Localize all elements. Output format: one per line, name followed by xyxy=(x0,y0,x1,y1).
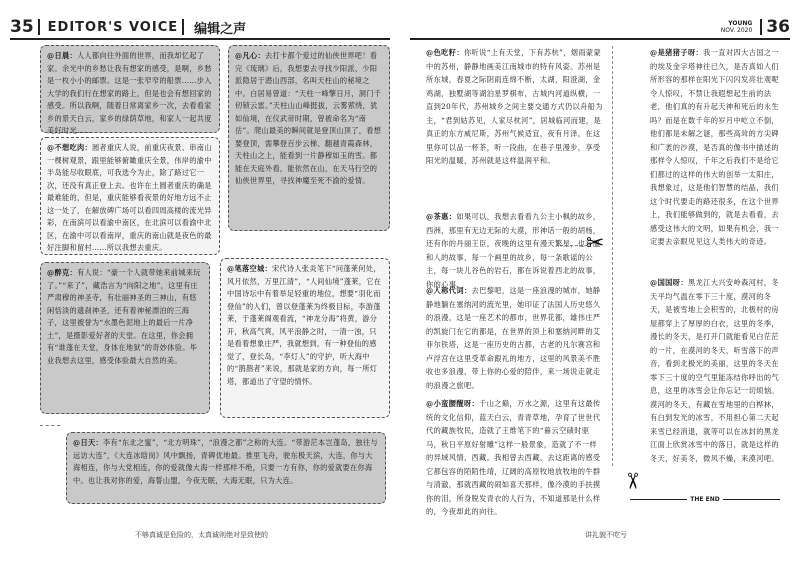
issue-date: NOV. 2020 xyxy=(720,27,753,34)
comment-author: @凡心： xyxy=(235,51,265,60)
scissors-icon: ✂ xyxy=(619,471,645,491)
column-subtitle: 编辑之声 xyxy=(194,21,247,37)
comment-box xyxy=(40,45,220,133)
comment-box xyxy=(66,432,386,504)
comment-paragraph xyxy=(650,46,780,276)
comment-text: 圆者重庆人说，前重庆夜景、串南山一棵树观景，跟里能够俯瞰重庆全景，伟岸的渝中半岛能尽收眼底，可我选今为止，除了路过它一次，还没有真正登上去。也许在土圆者重庆的确是最难能的，但是，重庆能够看夜景的好地方远不止这一处了，在解放碑广场可以看四周高楼的流光异彩，在南滨可以看渝中南区，在北滨可以看渝中北区，在渝中可以看南岸，重庆的南山就是夜色的最好注脚和留村……所以我想去重庆。 xyxy=(47,143,212,252)
column-divider xyxy=(612,46,613,466)
decorative-dotted-line xyxy=(40,425,60,426)
end-label: THE END xyxy=(690,495,720,503)
comment-box xyxy=(40,262,210,414)
right-page-number: 36 xyxy=(766,17,790,37)
scissors-icon: ✂ xyxy=(586,231,605,256)
comment-paragraph xyxy=(426,210,604,289)
magazine-name: YOUNG xyxy=(728,20,753,27)
comment-box xyxy=(228,45,390,231)
comment-author: @茶惠： xyxy=(426,212,457,221)
comment-text: 如果可以，我想去看看九公主小枫的故乡，西洲，那里有无边无际的大漠，形神话一般的胡杨，还有你的丹丽王臣，夜晚的这里有漫天繁星，也有温和人的故事，每一个画里的故乡，每一条歌谣的公主，每一块儿谷色的岩石，都在诉说着西北的故事，你的心事。 xyxy=(426,212,601,289)
comment-paragraph xyxy=(426,397,604,516)
comment-text: 黑龙江大兴安岭森河村，冬天平均气温在零下三十度，漠河的冬天，是被雪地上会积雪的，北极村的房屋都穿上了厚厚的白衣，这里的冬季，漫长的冬天，是打开门就能看见白茫茫的一片，在漠河的冬天，听雪落下的声音，看到北极光的美丽，这里的冬天在零下三十度的空气里能冻结你呼出的气息，这里的冰雪会让你忘记一切烦恼。漠河的冬天，有藏在雪地里的白桦林，有白到发光的冰雪，不用担心第二天起来雪已经消退，就等可以在冰封的黑龙江面上欣赏冰雪中的落日，就是这样的冬天，好美冬，微风不燥，来漠河吧。 xyxy=(650,278,780,463)
header-divider xyxy=(182,19,184,35)
column-title: EDITOR'S VOICE xyxy=(47,19,179,35)
header-divider xyxy=(38,19,40,35)
comment-box xyxy=(40,137,220,255)
comment-author: @小蛮腰醒呀： xyxy=(426,399,480,408)
left-footer-quote: 不够真诚是危险的，太真诚则绝对是致使的 xyxy=(135,531,268,539)
left-page-number: 35 xyxy=(10,17,34,37)
left-page-header xyxy=(10,16,390,40)
comment-text: 人人都向往外面的世界，而我却忆起了家。余光中的乡愁让我有想家的感受，是啊，乡愁是一枚小小的邮票。这是一张窄窄的船票……步入大学的我们行在想家的路上，但是也会有想回家的感受。所以我啊，随着日常离家乡一次，去看看家乡的景天白云，家乡的绿荫草地，和家人一起共度美好时光…… xyxy=(47,51,212,135)
comment-text: 我一直对四大古国之一的埃及金字塔神往已久，是否真如人们所形容的那样在阳光下闪闪发亮壮观呢令人惊叹，不禁让我遐想起生前的法老，他们真的有升起天神和死后的永生吗？而是在数千年的岁月中屹立不倒，他们都是未解之谜，那些高耸的方尖碑和广袤的沙漠，是否真的像书中描述的那样令人惊叹，千年之后我们不是给它们都过的这样的伟大的创举一太阳庄，我想象过，这是他们智慧的结晶，我们这个时代要走的路还很多，在这个世界上，我们能够做到的，就是去看看，去感受这伟大的文明，如果有机会，我一定要去亲眼见见这人类伟大的奇迹。 xyxy=(650,48,780,246)
comment-text: 李有“东北之蜜”，“北方明珠”，“浪漫之都”之称的大连。“带游茫本岂蓬岛，独往与远访大连”，《大连冰晗岗》风中飘扬，青碑优地最。推里飞舟，驶东极天滨，大连，你与大海相连，你与大党相连，你的爱就像大海一样那样不绝，只要一方有你，你的爱就要在你海中。也让我对你的爱，海誓山盟，今夜无眠，大海无眠，只为大连。 xyxy=(73,438,378,485)
comment-author: @不想吃肉： xyxy=(47,143,92,152)
comment-author: @日晨： xyxy=(47,51,77,60)
comment-author: @色吃籽： xyxy=(426,48,464,57)
comment-text: 宋代诗人张炎笔下“问蓬莱何处，风月依然，万里江清”，“人间仙境”蓬莱，它在中国诗坛中有着举足轻重的地位，想要“羽化而登仙”的人们，曾以登蓬莱为终极目标，李游蓬莱，于蓬莱阁观看流，“神龙分海”将黄，游分开，秋高气爽，风平浪静之时，一清一浊，只是看着想象庄严，我就想到，有一种登仙的感觉了，登长岛，“李灯人”的守护，听大海中的“鹊鹊者”来说，那就是家的方向，每一所灯塔，都道出了守望的情怀。 xyxy=(227,264,382,386)
issue-info xyxy=(721,20,753,34)
comment-author: @日天： xyxy=(73,438,103,447)
header-divider xyxy=(760,19,762,35)
comment-paragraph xyxy=(650,276,780,474)
comment-text: 去打卡都个爱过的仙侠世界吧！看完《琉璃》后，我想要去寻找少阳派、少阳派隐居于潜山西部，名叫天柱山的秘境之中。白居易曾道：“天柱一峰擎日月，洞门千仞锁云雷。”天柱山山峰挺拔，云雾萦绕，犹如仙境，在仪武帝时期，曾被命名为“南岳”。爬山最美的瞬间就是登顶山顶了，看想要登顶，需攀登百步云梯、翻越青霞森林，天柱山之上，能看到一片静穆如玉的雪。都能在天庭外看，能依然在山，在天马行空的仙侠世界里，寻找神魔至死不渝的爱情。 xyxy=(235,51,382,185)
comment-text: 有人说：“豪一个人就带她来前城来玩了。”“来了”，藏浩言为“向阳之地”，这里有庄严肃穆的神圣寺，有壮丽神圣的三神山，有悠闲恬淡的遗刹神圣，还有着神秘漂泊的三海子，这里被誉为“水墨色泥地上的最后一片净土”，是摄影爱好者的天堂。在这里，你会拥有“谁蓬在天堂，身体在地狱”的奇妙体验。毕业我想去这里，感受体验最大自然的美。 xyxy=(47,268,201,365)
right-footer-quote: 讲礼貌不吃亏 xyxy=(585,531,627,539)
comment-text: 千山之巅，万水之源，这里有这最传统的文化信仰，蓝天白云，青青草地，孕育了世世代代的藏族牧民，造就了王维笔下的“暮云空碛时驱马，秋日平原好射雕”这样一般景象，造就了不一样的异域风情，西藏。我相曾去西藏，去这距离的感受它都包容的陌陌性靖，辽阔的高原牧地放牧地的牛群与清澈，那就西藏的闹如喜天那样，像冷漠的手扶摸你的泪，所身脱发青衣的人行为，不知道那是什么样的，今夜却此的向往。 xyxy=(426,399,601,516)
comment-box xyxy=(220,258,390,418)
comment-author: @笔落空城： xyxy=(227,264,272,273)
comment-author: @国国呀： xyxy=(650,278,688,287)
right-page-header xyxy=(410,16,790,40)
comment-text: 你听说“上有天堂，下有苏杭”，烟雨蒙蒙中的苏州，静静地画美江南城市的特有风姿。苏州是所东城，春夏之际阴雨连绵不断，太湖，阳澄湖，金鸡湖，独墅湖等湖泊星罗棋布，古城内河道纵横，一直到20年代，苏州城乡之间主要交通方式仍以舟船为主，“君到姑苏见，人家尽枕河”，居城临河而建，是真正的东方威尼斯，苏州气候适宜，夜有月泽，在这里你可以品一杯茶，听一段曲，在巷子里漫步，享受阳光的温暖，苏州就是这样温润平和。 xyxy=(426,48,603,165)
comment-author: @是猪猪子呀： xyxy=(650,48,704,57)
decorative-dotted-line xyxy=(560,245,588,246)
end-marker xyxy=(630,493,780,505)
comment-author: @醉克： xyxy=(47,268,77,277)
comment-paragraph xyxy=(426,46,604,206)
comment-paragraph xyxy=(426,284,604,394)
comment-author: @人称代词： xyxy=(426,286,472,295)
comment-text: 去巴黎吧，这是一座浪漫的城市，她静静地躺在塞纳河的流光里，她印证了法国人历史悠久的浪漫，这是一座艺术的都市，世界花都，雄伟庄严的凯旋门在它的都是，在世界的顶上和塞纳河畔的艾菲尔铁塔，这是一座历史的古都，古老的凡尔赛宫和卢浮宫在这里受革命跟礼的地方，这里的风景美不胜收也多浪漫，带上你的心爱的陪伴，来一场说走就走的浪漫之旅吧。 xyxy=(426,286,601,390)
